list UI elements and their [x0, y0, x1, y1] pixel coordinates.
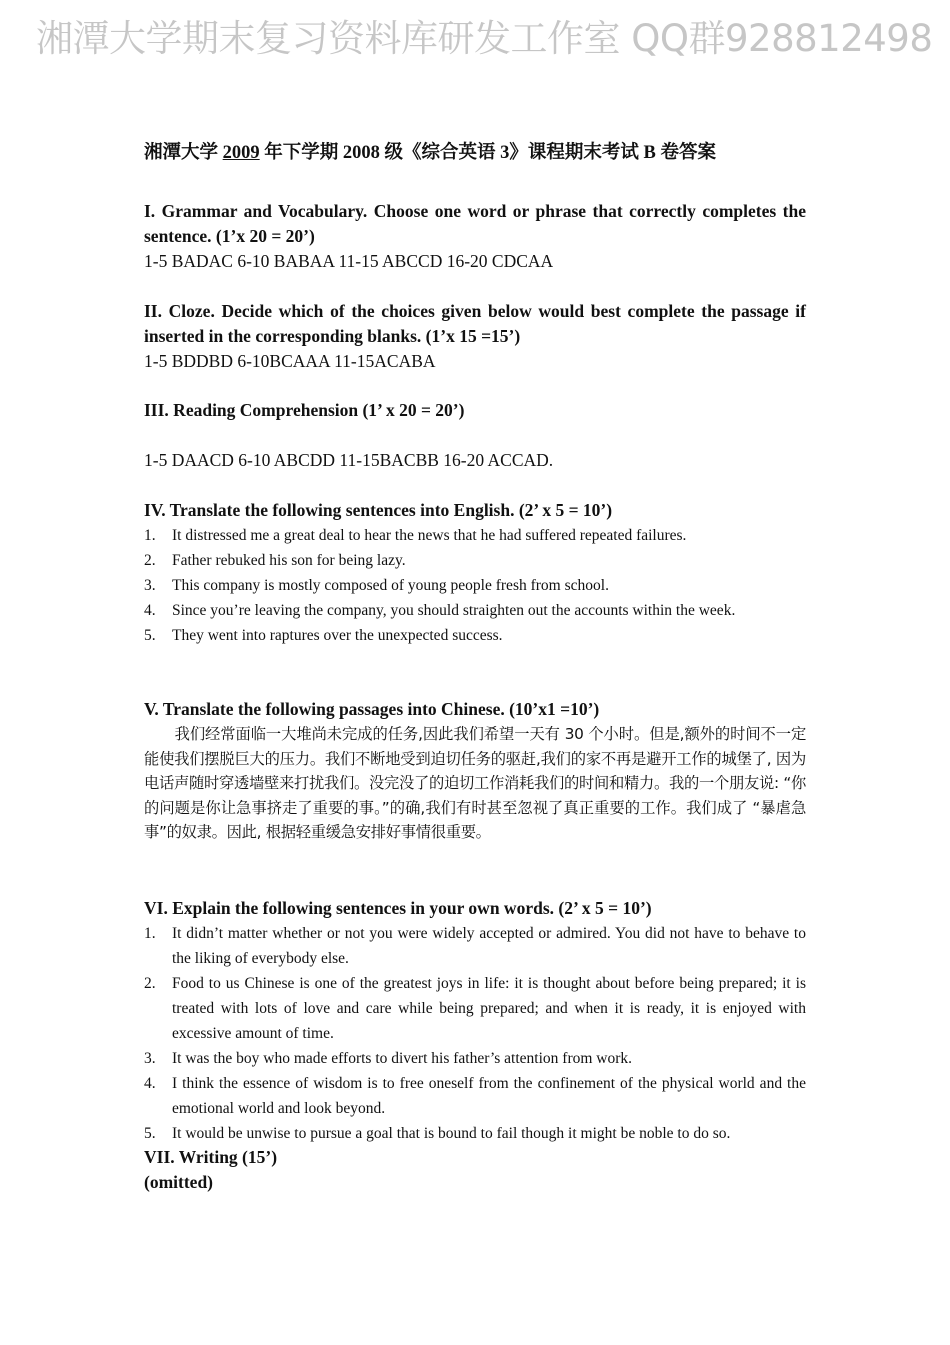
section-heading: VI. Explain the following sentences in your own words. (2’ x 5 = 10’) [144, 898, 652, 918]
list-item: 2. Food to us Chinese is one of the greatest joys in life: it is thought about before being prepared; it is treated with lots of love and care while being prepared; and when it is ready, it is enjoyed with excessive amount of time. [144, 975, 806, 1042]
page-title [144, 138, 716, 164]
answer-key: 1-5 BADAC 6-10 BABAA 11-15 ABCCD 16-20 CDCAA [144, 251, 554, 271]
section-heading: V. Translate the following passages into Chinese. (10’x1 =10’) [144, 699, 600, 719]
watermark: 湘潭大学期末复习资料库研发工作室 QQ群928812498 [36, 17, 933, 60]
section-heading: VII. Writing (15’) [144, 1147, 278, 1167]
list-item: 1. It distressed me a great deal to hear the news that he had suffered repeated failures. [144, 527, 687, 544]
sentence-list [144, 921, 806, 1146]
list-item: 5. They went into raptures over the unexpected success. [144, 627, 503, 644]
writing-note: (omitted) [144, 1172, 214, 1192]
section-heading: IV. Translate the following sentences into English. (2’ x 5 = 10’) [144, 500, 613, 520]
section-reading [144, 398, 806, 473]
title-year: 2009 [222, 143, 260, 163]
sentence-list [144, 523, 806, 648]
list-item: 3. It was the boy who made efforts to divert his father’s attention from work. [144, 1050, 633, 1067]
title-prefix: 湘潭大学 [144, 143, 223, 163]
chinese-passage: 我们经常面临一大堆尚未完成的任务,因此我们希望一天有 30 个小时。但是,额外的时间不一定能使我们摆脱巨大的压力。我们不断地受到迫切任务的驱赶,我们的家不再是避开工作的城堡了, 因为电话声随时穿透墙壁来打扰我们。没完没了的迫切工作消耗我们的时间和精力。我的一个朋友说: “你的问题是你让急事挤走了重要的事。”的确,我们有时甚至忽视了真正重要的工作。我们成了 “暴虐急事”的奴隶。因此, 根据轻重缓急安排好事情很重要。 [144, 725, 806, 841]
section-grammar [144, 199, 806, 274]
section-translate-english [144, 498, 806, 648]
list-item: 4. Since you’re leaving the company, you should straighten out the accounts within the week. [144, 602, 736, 619]
section-explain [144, 896, 806, 1146]
section-heading: II. Cloze. Decide which of the choices given below would best complete the passage if inserted in the corresponding blanks. (1’x 15 =15’) [144, 301, 806, 346]
list-item: 2. Father rebuked his son for being lazy. [144, 552, 406, 569]
section-translate-chinese [144, 697, 806, 845]
section-cloze [144, 299, 806, 374]
list-item: 1. It didn’t matter whether or not you were widely accepted or admired. You did not have to behave to the liking of everybody else. [144, 925, 806, 967]
list-item: 4. I think the essence of wisdom is to free oneself from the confinement of the physical world and the emotional world and look beyond. [144, 1075, 806, 1117]
section-writing [144, 1145, 806, 1195]
answer-key: 1-5 DAACD 6-10 ABCDD 11-15BACBB 16-20 ACCAD. [144, 450, 554, 470]
title-suffix: 年下学期 2008 级《综合英语 3》课程期末考试 B 卷答案 [259, 143, 716, 163]
section-heading: I. Grammar and Vocabulary. Choose one word or phrase that correctly completes the sentence. (1’x 20 = 20’) [144, 201, 806, 246]
list-item: 5. It would be unwise to pursue a goal that is bound to fail though it might be noble to do so. [144, 1125, 731, 1142]
section-heading: III. Reading Comprehension (1’ x 20 = 20’) [144, 400, 465, 420]
answer-key: 1-5 BDDBD 6-10BCAAA 11-15ACABA [144, 351, 436, 371]
list-item: 3. This company is mostly composed of young people fresh from school. [144, 577, 609, 594]
